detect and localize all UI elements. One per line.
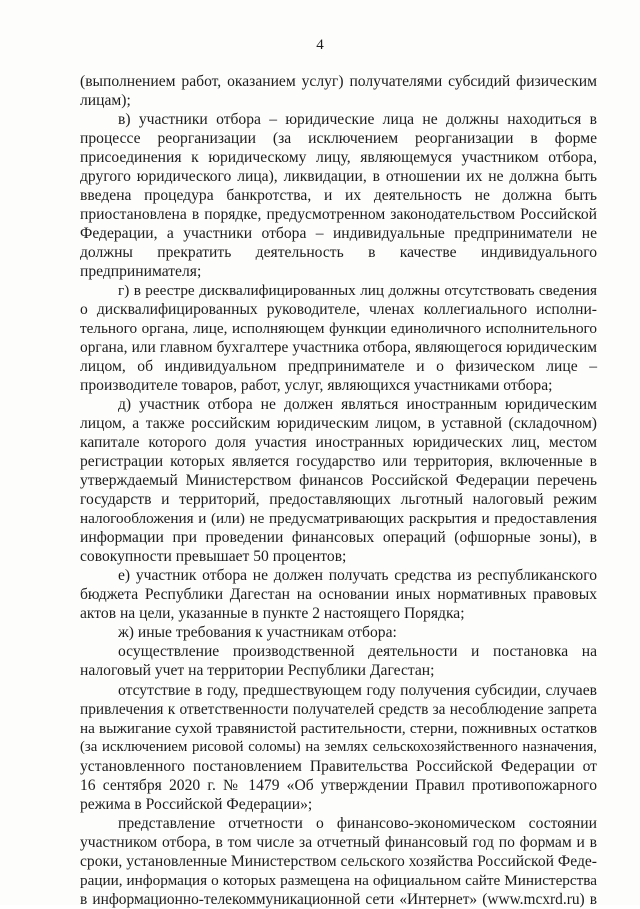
text-line: налоговый учет на территории Республики Дагестан; [80,662,435,680]
text-line: информации при проведении финансовых операций (офшорные зоны), в [80,529,597,547]
text-line: актов на цели, указанные в пункте 2 настоящего Порядка; [80,605,465,623]
text-line: приостановлена в порядке, предусмотренном законодательством Российской [80,206,597,224]
text-line: капитале которого доля участия иностранных юридических лиц, местом [80,434,597,452]
text-line: государств и территорий, предоставляющих льготный налоговый режим [80,491,597,509]
text-line: 16 сентября 2020 г. № 1479 «Об утверждении Правил противопожарного [80,776,597,794]
text-line: лицам); [80,92,131,110]
text-line: тельного органа, лице, исполняющем функции единоличного исполнительного [80,320,597,338]
text-line: органа, или главном бухгалтере участника отбора, являющегося юридическим [80,339,597,357]
text-line: совокупности превышает 50 процентов; [80,548,347,566]
text-line: представление отчетности о финансово-экономическом состоянии [118,814,597,832]
text-line: (за исключением рисовой соломы) на землях сельскохозяйственного назначения, [80,738,597,755]
text-line: в информационно-телекоммуникационной сети «Интернет» (www.mcxrd.ru) в [80,890,597,908]
page-number: 4 [316,37,324,53]
text-line: бюджета Республики Дагестан на основании иных нормативных правовых [80,586,597,604]
text-line: отсутствие в году, предшествующем году получения субсидии, случаев [118,681,597,699]
text-line: установленного постановлением Правительства Российской Федерации от [80,757,597,775]
text-line: утверждаемый Министерством финансов Российской Федерации перечень [80,472,597,490]
text-line: регистрации которых является государство или территория, включенные в [80,453,597,471]
text-line: привлечения к ответственности получателей средств за несоблюдение запрета [80,700,597,718]
text-line: на выжигание сухой травянистой растительности, стерни, пожнивных остатков [80,719,597,737]
text-line: налогообложения и (или) не предусматривающих раскрытия и предоставления [80,510,597,528]
text-line: лицом, об индивидуальном предпринимателе и о физическом лице – [80,358,597,376]
text-line: другого юридического лица), ликвидации, в отношении их не должна быть [80,168,597,186]
text-line: д) участник отбора не должен являться иностранным юридическим [118,396,597,414]
text-line: (выполнением работ, оказанием услуг) получателями субсидий физическим [80,73,597,90]
text-line: Федерации, а участники отбора – индивидуальные предприниматели не [80,225,597,243]
text-line: должны прекратить деятельность в качестве индивидуального [80,244,597,262]
text-line: сроки, установленные Министерством сельского хозяйства Российской Феде- [80,852,597,870]
text-line: ж) иные требования к участникам отбора: [118,624,397,642]
text-line: режима в Российской Федерации»; [80,795,313,813]
text-line: г) в реестре дисквалифицированных лиц должны отсутствовать сведения [118,282,597,300]
text-line: рации, информация о которых размещена на официальном сайте Министерства [80,871,597,889]
text-line: присоединения к юридическому лицу, являющемуся участником отбора, [80,149,597,167]
text-line: участником отбора, в том числе за отчетный финансовый год по формам и в [80,833,597,851]
body-text [80,72,597,909]
text-line: е) участник отбора не должен получать средства из республиканского [118,567,597,585]
text-line: предпринимателя; [80,263,202,281]
text-line: о дисквалифицированных руководителе, членах коллегиального исполни- [80,301,597,319]
text-line: осуществление производственной деятельности и постановка на [118,643,597,661]
text-line: производителе товаров, работ, услуг, являющихся участниками отбора; [80,377,553,395]
text-line: процессе реорганизации (за исключением реорганизации в форме [80,130,597,148]
text-line: в) участники отбора – юридические лица не должны находиться в [118,111,597,129]
text-line: лицом, а также российским юридическим лицом, в уставной (складочном) [80,415,597,433]
text-line: введена процедура банкротства, и их деятельность не должна быть [80,187,597,205]
